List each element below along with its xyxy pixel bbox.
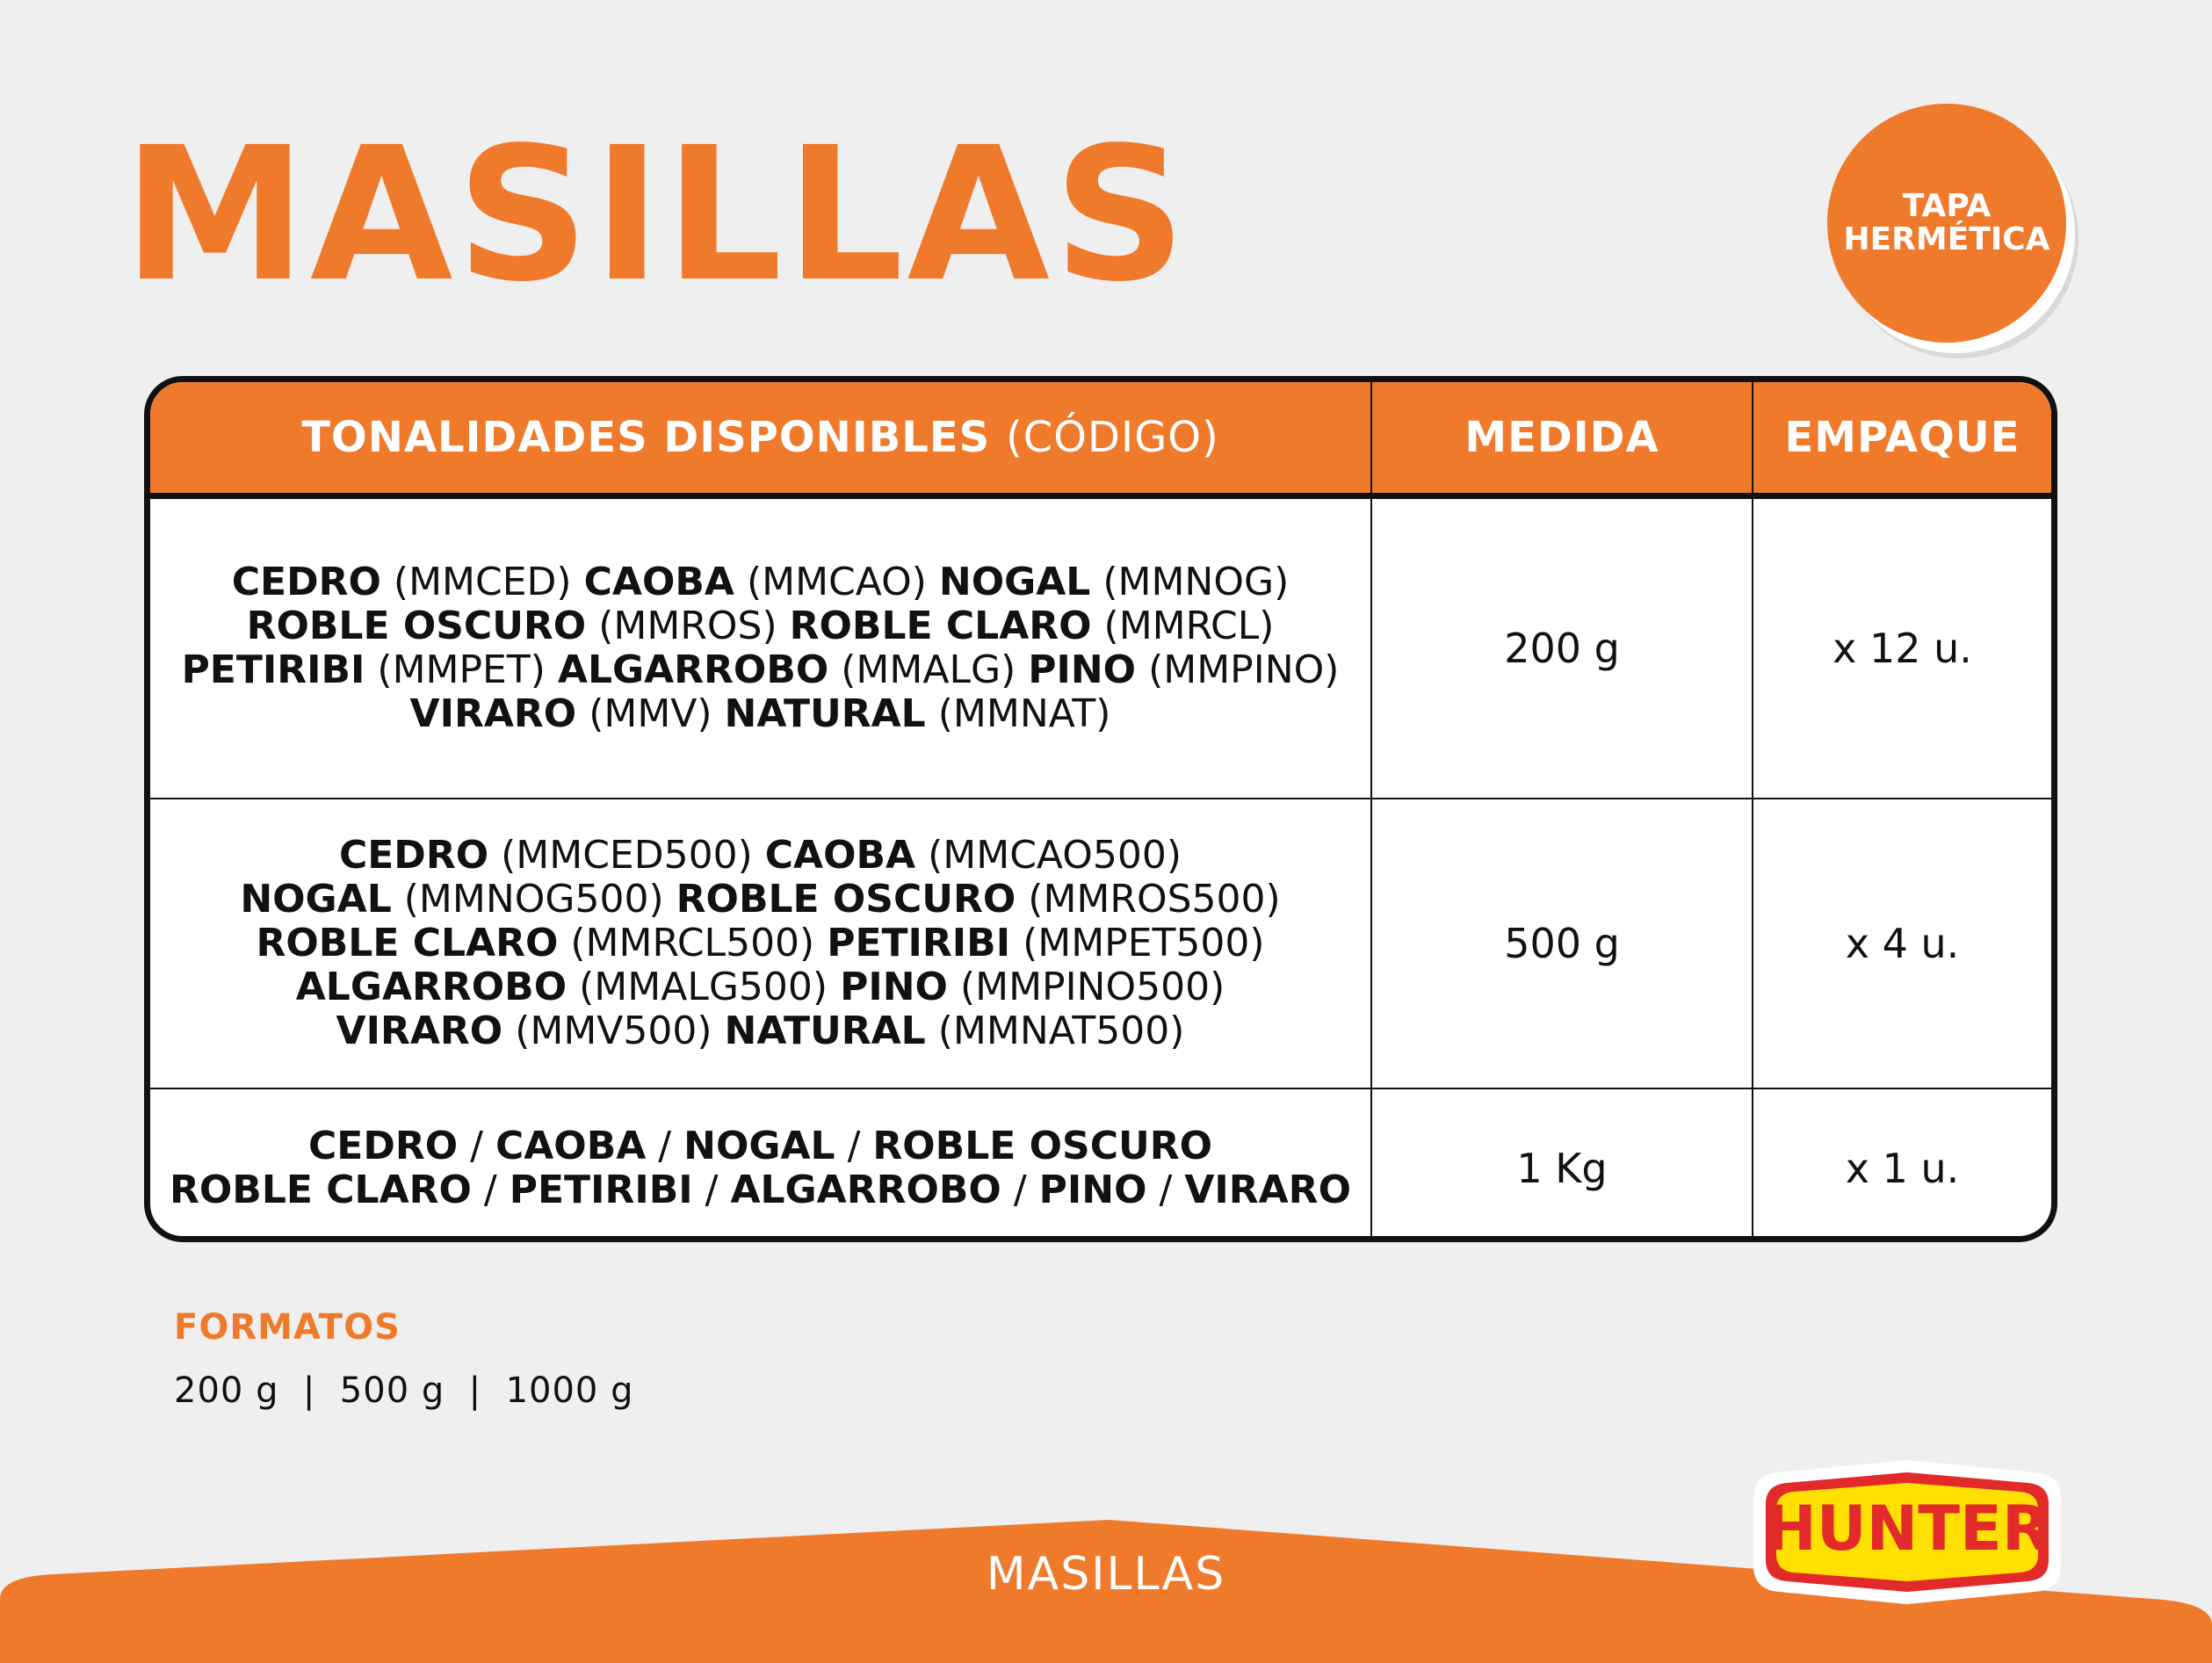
shade-code: / <box>470 1123 483 1168</box>
shade-code: (MMALG500) <box>579 965 828 1010</box>
shade-name: CAOBA <box>764 832 916 878</box>
table-row <box>150 496 2051 799</box>
shade-name: NATURAL <box>724 1009 926 1054</box>
tonalidades-line <box>168 1009 1353 1053</box>
product-table <box>144 376 2057 1242</box>
shade-code: (MMV) <box>589 691 712 737</box>
formatos-values: 200 g | 500 g | 1000 g <box>174 1370 634 1411</box>
footer-label: MASILLAS <box>986 1548 1226 1601</box>
shade-name: VIRARO <box>409 691 577 737</box>
tonalidades-cell <box>150 1088 1371 1242</box>
shade-name: ALGARROBO <box>557 647 829 692</box>
tonalidades-line <box>168 1168 1353 1212</box>
shade-name: PINO <box>1028 647 1137 692</box>
shade-code: (MMROS500) <box>1028 876 1281 922</box>
shade-code: / <box>1159 1168 1173 1212</box>
shade-name: ROBLE OSCURO <box>246 603 587 648</box>
empaque-cell: x 12 u. <box>1753 496 2051 799</box>
shade-name: PETIRIBI <box>509 1168 693 1212</box>
shade-code: (MMALG) <box>841 647 1016 692</box>
header-medida: MEDIDA <box>1371 382 1753 496</box>
shade-code: (MMNAT) <box>937 691 1111 737</box>
shade-name: NOGAL <box>683 1123 835 1168</box>
table-row <box>150 1088 2051 1242</box>
shade-code: (MMNAT500) <box>937 1009 1185 1054</box>
shade-code: (MMPET500) <box>1023 920 1265 965</box>
shade-name: CEDRO <box>338 832 489 878</box>
shade-name: PINO <box>840 965 948 1010</box>
shade-name: ROBLE CLARO <box>256 920 559 965</box>
header-empaque: EMPAQUE <box>1753 382 2051 496</box>
shade-code: / <box>483 1168 497 1212</box>
shade-code: (MMCED) <box>393 559 572 604</box>
shade-code: (MMPINO) <box>1148 647 1340 692</box>
shade-name: ALGARROBO <box>730 1168 1001 1212</box>
tonalidades-cell <box>150 496 1371 799</box>
shade-name: CAOBA <box>495 1123 647 1168</box>
tonalidades-line <box>168 560 1353 604</box>
shade-code: (MMCED500) <box>501 832 753 878</box>
tonalidades-line <box>168 834 1353 878</box>
shade-name: ROBLE CLARO <box>789 603 1092 648</box>
shade-name: ALGARROBO <box>295 965 567 1010</box>
tonalidades-line <box>168 878 1353 922</box>
shade-name: ROBLE OSCURO <box>676 876 1016 922</box>
header-tonalidades: TONALIDADES DISPONIBLES (CÓDIGO) <box>150 382 1371 496</box>
tonalidades-line <box>168 648 1353 692</box>
shade-name: NATURAL <box>724 691 926 737</box>
badge-line-1: TAPA <box>1902 188 1992 225</box>
shade-name: VIRARO <box>336 1009 503 1054</box>
shade-code: / <box>1013 1168 1027 1212</box>
logo-text: HUNTER <box>1765 1493 2049 1565</box>
medida-cell: 500 g <box>1371 799 1753 1088</box>
shade-name: NOGAL <box>938 559 1091 604</box>
badge-line-2: HERMÉTICA <box>1843 221 2050 257</box>
table-row <box>150 799 2051 1088</box>
tonalidades-line <box>168 604 1353 648</box>
shade-code: (MMROS) <box>598 603 777 648</box>
table-header-row <box>150 382 2051 496</box>
shade-name: VIRARO <box>1184 1168 1351 1212</box>
shade-name: CEDRO <box>307 1123 459 1168</box>
medida-cell: 200 g <box>1371 496 1753 799</box>
shade-name: PETIRIBI <box>827 920 1011 965</box>
tonalidades-line <box>168 922 1353 965</box>
tonalidades-line <box>168 1124 1353 1168</box>
shade-code: (MMNOG) <box>1102 559 1290 604</box>
shade-code: / <box>847 1123 861 1168</box>
shade-code: (MMV500) <box>515 1009 712 1054</box>
shade-name: ROBLE CLARO <box>170 1168 472 1212</box>
tonalidades-cell <box>150 799 1371 1088</box>
shade-code: (MMCAO500) <box>928 832 1182 878</box>
shade-name: NOGAL <box>240 876 392 922</box>
page-title: MASILLAS <box>123 107 1190 322</box>
shade-name: ROBLE OSCURO <box>872 1123 1213 1168</box>
shade-code: (MMRCL500) <box>570 920 815 965</box>
shade-code: (MMPINO500) <box>959 965 1225 1010</box>
medida-cell: 1 Kg <box>1371 1088 1753 1242</box>
shade-code: (MMRCL) <box>1103 603 1275 648</box>
empaque-cell: x 4 u. <box>1753 799 2051 1088</box>
tonalidades-line <box>168 965 1353 1009</box>
shade-code: / <box>658 1123 672 1168</box>
shade-name: PINO <box>1038 1168 1147 1212</box>
shade-code: (MMNOG500) <box>403 876 664 922</box>
shade-code: (MMPET) <box>377 647 546 692</box>
tapa-hermetica-badge <box>1827 104 2066 343</box>
tonalidades-line <box>168 692 1353 736</box>
shade-name: CAOBA <box>583 559 734 604</box>
shade-name: CEDRO <box>231 559 381 604</box>
shade-code: / <box>705 1168 719 1212</box>
empaque-cell: x 1 u. <box>1753 1088 2051 1242</box>
shade-name: PETIRIBI <box>181 647 365 692</box>
header-tonalidades-suffix: (CÓDIGO) <box>1005 413 1219 462</box>
formatos-label: FORMATOS <box>174 1307 401 1348</box>
hunter-logo <box>1736 1455 2078 1609</box>
shade-code: (MMCAO) <box>746 559 927 604</box>
